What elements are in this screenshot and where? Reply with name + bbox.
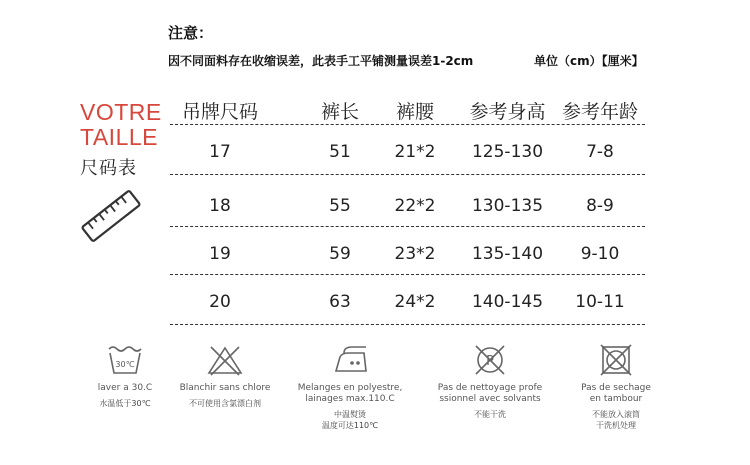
care-tumble-dry [546, 343, 686, 431]
cell-height: 125-130 [471, 142, 544, 162]
care-iron-zh-2: 温度可达110℃ [321, 421, 379, 430]
care-dry-clean [420, 343, 560, 420]
unit-label: 单位（cm）【厘米】 [534, 54, 644, 68]
care-dry-clean-fr-2: ssionnel avec solvants [439, 394, 541, 404]
care-tumble-zh-1: 不能放入滚筒 [592, 410, 640, 419]
cell-size: 18 [209, 196, 231, 216]
header-tag-size: 吊牌尺码 [181, 101, 258, 123]
cell-age: 9-10 [580, 244, 620, 264]
table-row [170, 278, 645, 327]
header-waist: 裤腰 [395, 101, 434, 123]
care-dry-clean-fr-1: Pas de nettoyage profe [437, 383, 543, 393]
cell-size: 17 [209, 142, 231, 162]
cell-age: 8-9 [586, 196, 614, 216]
row-separator [170, 274, 645, 275]
cell-size: 19 [209, 244, 231, 264]
wash-temp-label: 30℃ [115, 360, 135, 369]
cell-size: 20 [209, 292, 231, 312]
cell-waist: 23*2 [394, 244, 436, 264]
care-tumble-fr-1: Pas de sechage [581, 383, 651, 393]
row-separator [170, 124, 645, 125]
cell-height: 130-135 [471, 196, 544, 216]
row-separator [170, 324, 645, 325]
table-row [170, 128, 645, 177]
note-title: 注意： [168, 24, 214, 42]
cell-length: 51 [329, 142, 351, 162]
care-iron-fr-2: lainages max.110.C [305, 394, 395, 404]
wash-30-icon [105, 343, 145, 377]
brand-line-3: 尺码表 [80, 158, 137, 179]
note-text: 因不同面料存在收缩误差，此表手工平铺测量误差1-2cm [168, 54, 474, 68]
cell-age: 7-8 [586, 142, 614, 162]
svg-text:P: P [486, 354, 494, 369]
ruler-icon [78, 186, 144, 246]
care-bleach-fr: Blanchir sans chlore [179, 383, 271, 393]
header-age: 参考年龄 [561, 101, 638, 123]
cell-height: 140-145 [471, 292, 544, 312]
no-bleach-icon [205, 343, 245, 377]
iron-icon [328, 343, 372, 377]
cell-waist: 24*2 [394, 292, 436, 312]
care-tumble-zh-2: 干洗机处理 [596, 421, 636, 430]
table-row [170, 182, 645, 231]
care-iron-zh-1: 中温熨烫 [334, 410, 366, 419]
cell-length: 59 [329, 244, 351, 264]
cell-waist: 21*2 [394, 142, 436, 162]
size-table [170, 88, 645, 312]
header-length: 裤长 [320, 101, 359, 123]
no-dry-clean-icon [470, 343, 510, 377]
header-height: 参考身高 [469, 101, 546, 123]
care-bleach [155, 343, 295, 409]
brand-block [80, 100, 170, 180]
cell-length: 63 [329, 292, 351, 312]
brand-line-1: VOTRE [80, 99, 162, 125]
care-dry-clean-zh: 不能干洗 [474, 410, 506, 419]
care-wash-fr: laver a 30.C [97, 383, 153, 393]
brand-line-2: TAILLE [80, 124, 158, 150]
care-wash-zh: 水温低于30℃ [99, 399, 151, 408]
cell-age: 10-11 [575, 292, 625, 312]
care-bleach-zh: 不可使用含氯漂白剂 [189, 399, 261, 408]
care-tumble-fr-2: en tambour [589, 394, 643, 404]
cell-waist: 22*2 [394, 196, 436, 216]
row-separator [170, 226, 645, 227]
care-iron-fr-1: Melanges en polyestre, [297, 383, 403, 393]
cell-height: 135-140 [471, 244, 544, 264]
cell-length: 55 [329, 196, 351, 216]
care-iron [280, 343, 420, 431]
no-tumble-dry-icon [596, 343, 636, 377]
table-row [170, 230, 645, 279]
row-separator [170, 174, 645, 175]
